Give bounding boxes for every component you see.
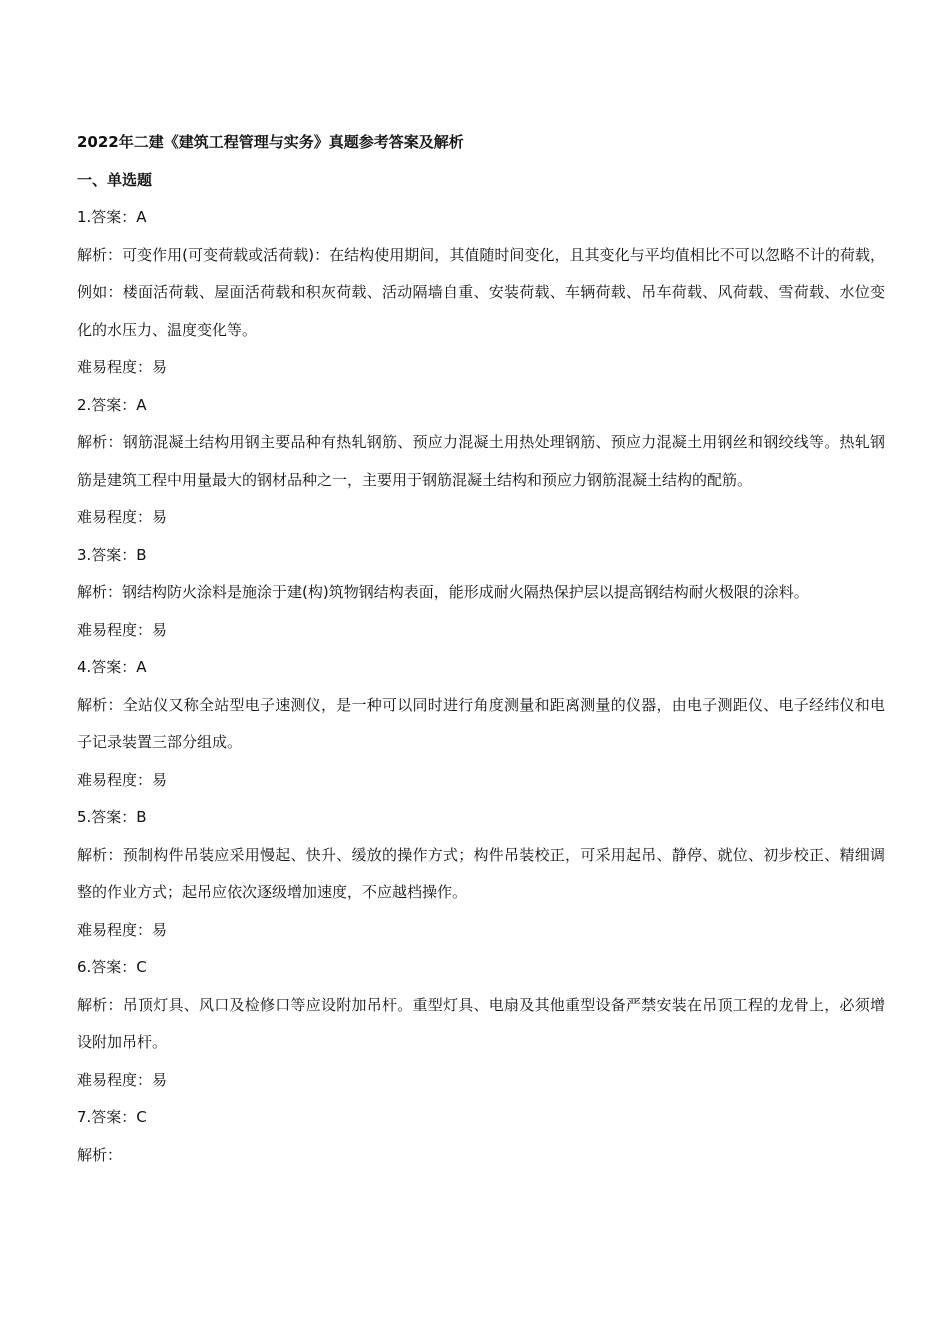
- document-content: [77, 124, 885, 1174]
- question-item-7: [77, 1099, 885, 1174]
- question-item-3: [77, 537, 885, 650]
- question-item-2: [77, 387, 885, 537]
- difficulty-line: 难易程度：易: [77, 1070, 168, 1089]
- section-heading: 一、单选题: [77, 170, 153, 189]
- difficulty-line: 难易程度：易: [77, 508, 168, 526]
- answer-line: 3.答案：B: [77, 545, 147, 564]
- question-item-5: [77, 799, 885, 949]
- answer-line: 7.答案：C: [77, 1108, 147, 1126]
- answer-line: 5.答案：B: [77, 808, 147, 826]
- document-title: 2022年二建《建筑工程管理与实务》真题参考答案及解析: [77, 133, 464, 151]
- analysis-text: 解析：全站仪又称全站型电子速测仪，是一种可以同时进行角度测量和距离测量的仪器，由电子测距仪、电子经纬仪和电子记录装置三部分组成。: [77, 695, 885, 751]
- difficulty-line: 难易程度：易: [77, 920, 168, 939]
- question-item-1: [77, 199, 885, 387]
- answer-line: 2.答案：A: [77, 395, 147, 414]
- answer-line: 6.答案：C: [77, 958, 147, 976]
- analysis-text: 解析：钢结构防火涂料是施涂于建(构)筑物钢结构表面，能形成耐火隔热保护层以提高钢结构耐火极限的涂料。: [77, 583, 809, 601]
- analysis-text: 解析：钢筋混凝土结构用钢主要品种有热轧钢筋、预应力混凝土用热处理钢筋、预应力混凝土用钢丝和钢绞线等。热轧钢筋是建筑工程中用量最大的钢材品种之一，主要用于钢筋混凝土结构和预应力钢筋混凝土结构的配筋。: [77, 433, 885, 489]
- difficulty-line: 难易程度：易: [77, 620, 168, 639]
- difficulty-line: 难易程度：易: [77, 358, 168, 376]
- analysis-text: 解析：可变作用(可变荷载或活荷载)：在结构使用期间，其值随时间变化，且其变化与平均值相比不可以忽略不计的荷载，例如：楼面活荷载、屋面活荷载和积灰荷载、活动隔墙自重、安装荷载、车辆荷载、吊车荷载、风荷载、雪荷载、水位变化的水压力、温度变化等。: [77, 245, 885, 339]
- question-item-6: [77, 949, 885, 1099]
- analysis-text: 解析：: [77, 1145, 123, 1164]
- analysis-text: 解析：预制构件吊装应采用慢起、快升、缓放的操作方式；构件吊装校正，可采用起吊、静停、就位、初步校正、精细调整的作业方式；起吊应依次逐级增加速度，不应越档操作。: [77, 845, 885, 901]
- question-item-4: [77, 649, 885, 799]
- analysis-text: 解析：吊顶灯具、风口及检修口等应设附加吊杆。重型灯具、电扇及其他重型设备严禁安装在吊顶工程的龙骨上，必须增设附加吊杆。: [77, 995, 885, 1051]
- answer-line: 1.答案：A: [77, 208, 147, 226]
- answer-line: 4.答案：A: [77, 658, 147, 676]
- difficulty-line: 难易程度：易: [77, 770, 168, 789]
